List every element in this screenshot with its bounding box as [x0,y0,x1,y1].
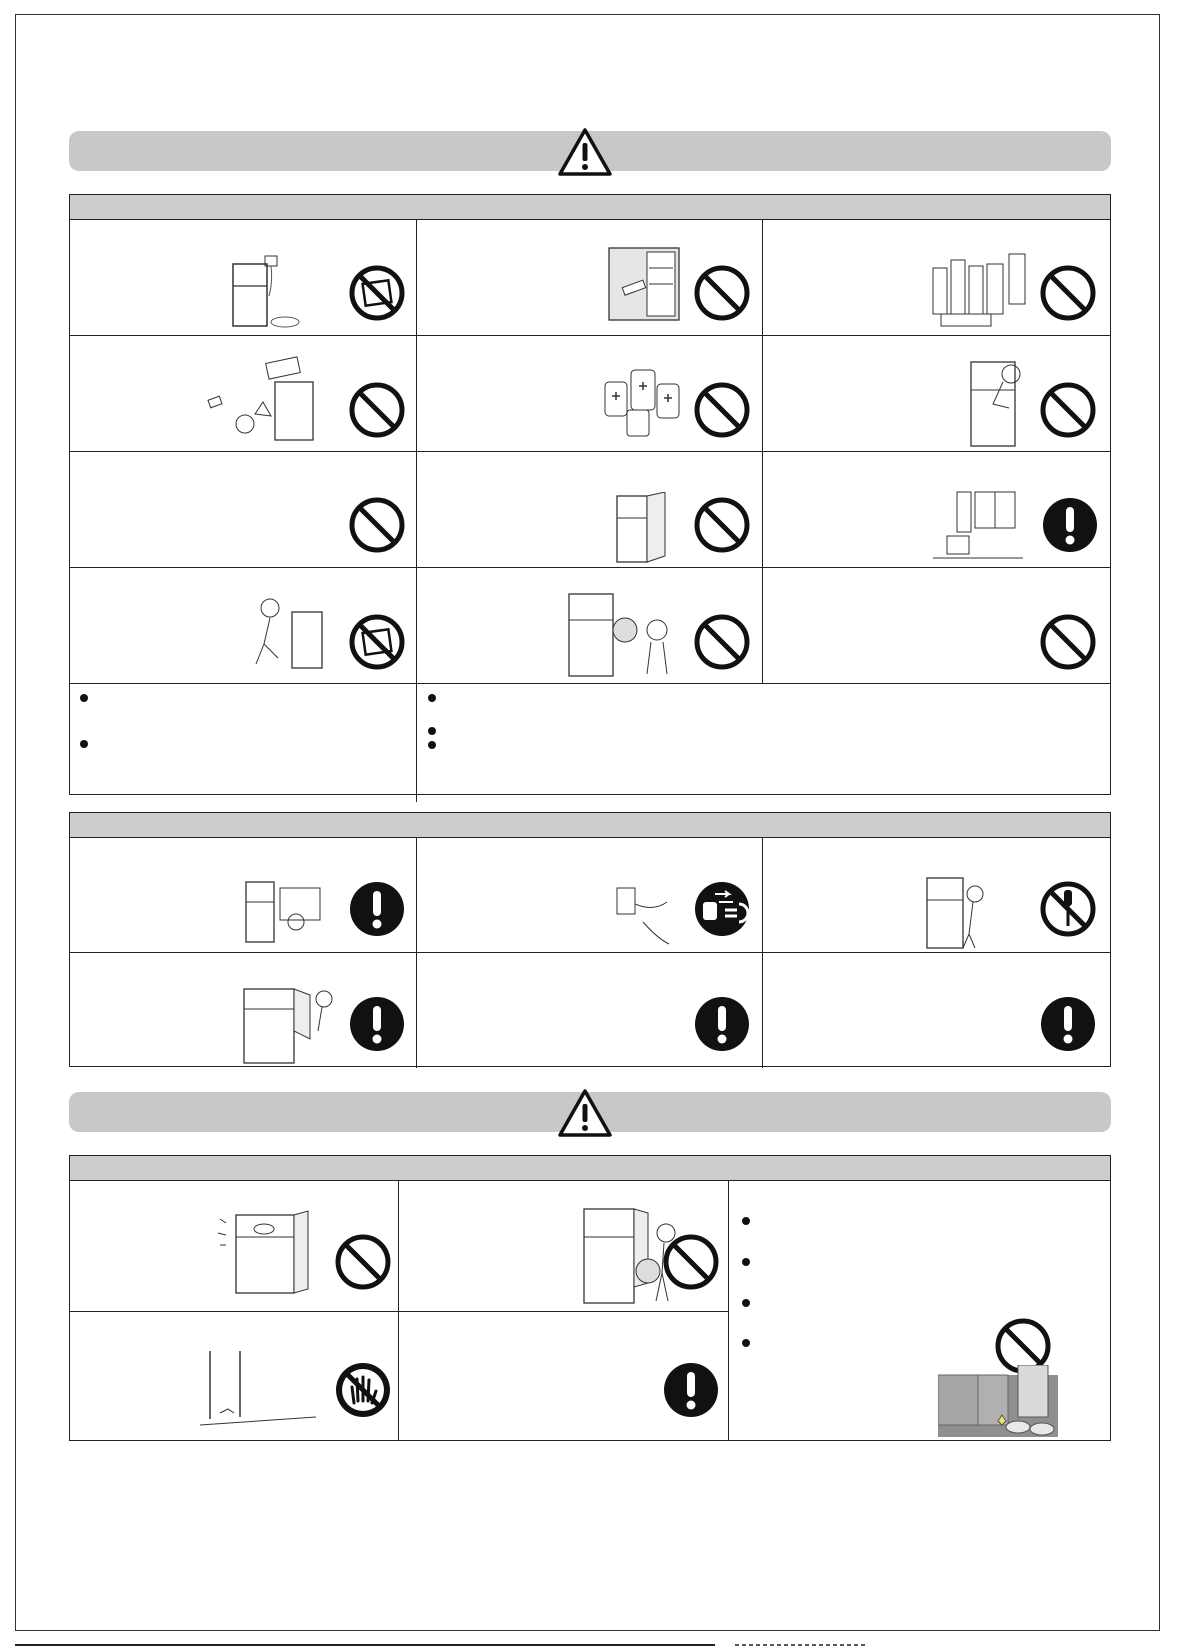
bullet [428,727,436,735]
bullet [428,741,436,749]
section-1-header [70,195,1110,220]
prohibition-circle-icon [662,1233,720,1291]
warning-cell [763,568,1110,684]
fridge-corner-floor-illustration [200,1347,320,1437]
no-touch-hand-icon [334,1361,392,1419]
warning-cell [417,336,763,452]
fridge-door-bottles-illustration [216,1207,328,1297]
unplug-icon [693,880,751,938]
section-3-header [70,1156,1110,1181]
person-repair-fridge-illustration [923,874,995,950]
section-2-grid [70,838,1110,1068]
warning-cell [763,953,1110,1068]
spray-on-fridge-illustration [567,590,675,678]
warning-cell [70,838,417,953]
no-water-icon [348,264,406,322]
bottom-rule [15,1643,1160,1646]
warning-cell [763,838,1110,953]
warning-cell [763,336,1110,452]
feet-near-fridge-photo [938,1365,1058,1437]
exclamation-mandatory-icon [1041,496,1099,554]
notes-divider [416,684,417,802]
warning-cell [70,953,417,1068]
water-spill-fridge-illustration [225,252,320,332]
warning-triangle-icon [557,1088,613,1138]
warning-cell [70,568,417,684]
exclamation-mandatory-icon [693,995,751,1053]
warning-cell [763,220,1110,336]
divider [728,1181,729,1441]
section-3-body [70,1181,1110,1441]
person-opening-fridge-illustration [240,981,336,1065]
bullet [742,1217,750,1225]
warning-cell [417,220,763,336]
warning-cell [70,336,417,452]
no-water-icon [348,613,406,671]
plug-wall-socket-illustration [240,876,326,950]
section-2 [69,812,1111,1067]
bullet [742,1339,750,1347]
lamp-inside-fridge-illustration [607,244,682,324]
gas-leak-window-illustration [933,488,1025,564]
fridge-side-illustration [613,492,673,566]
exclamation-mandatory-icon [1039,995,1097,1053]
bullet [80,740,88,748]
prohibition-circle-icon [693,613,751,671]
no-disassemble-icon [1039,880,1097,938]
prohibition-circle-icon [1039,381,1097,439]
exclamation-mandatory-icon [348,995,406,1053]
section-1 [69,194,1111,795]
person-splashing-fridge-illustration [250,594,330,678]
flammable-containers-illustration [931,252,1031,330]
warning-cell [763,452,1110,568]
warning-triangle-icon [557,127,613,177]
prohibition-circle-icon [1039,613,1097,671]
row-divider [70,1311,728,1312]
warning-cell [417,568,763,684]
section-1-notes [70,684,1110,802]
warning-cell [70,452,417,568]
child-climbing-fridge-illustration [963,348,1035,448]
prohibition-circle-icon [348,496,406,554]
bullet [742,1258,750,1266]
warning-banner-middle [69,1092,1111,1132]
medicine-bottles-illustration [601,364,687,440]
warning-banner-top [69,131,1111,171]
prohibition-circle-icon [693,496,751,554]
bullet [80,694,88,702]
section-2-header [70,813,1110,838]
prohibition-circle-icon [348,381,406,439]
warning-cell [417,452,763,568]
warning-cell [70,220,417,336]
bullet [742,1299,750,1307]
exclamation-mandatory-icon [662,1361,720,1419]
prohibition-circle-icon [1039,264,1097,322]
bullet [428,694,436,702]
prohibition-circle-icon [334,1233,392,1291]
warning-cell [417,953,763,1068]
pull-plug-illustration [613,882,675,948]
section-1-grid [70,220,1110,684]
warning-cell [417,838,763,953]
objects-falling-on-person-illustration [205,354,320,444]
exclamation-mandatory-icon [348,880,406,938]
section-3 [69,1155,1111,1441]
prohibition-circle-icon [693,264,751,322]
prohibition-circle-icon [693,381,751,439]
